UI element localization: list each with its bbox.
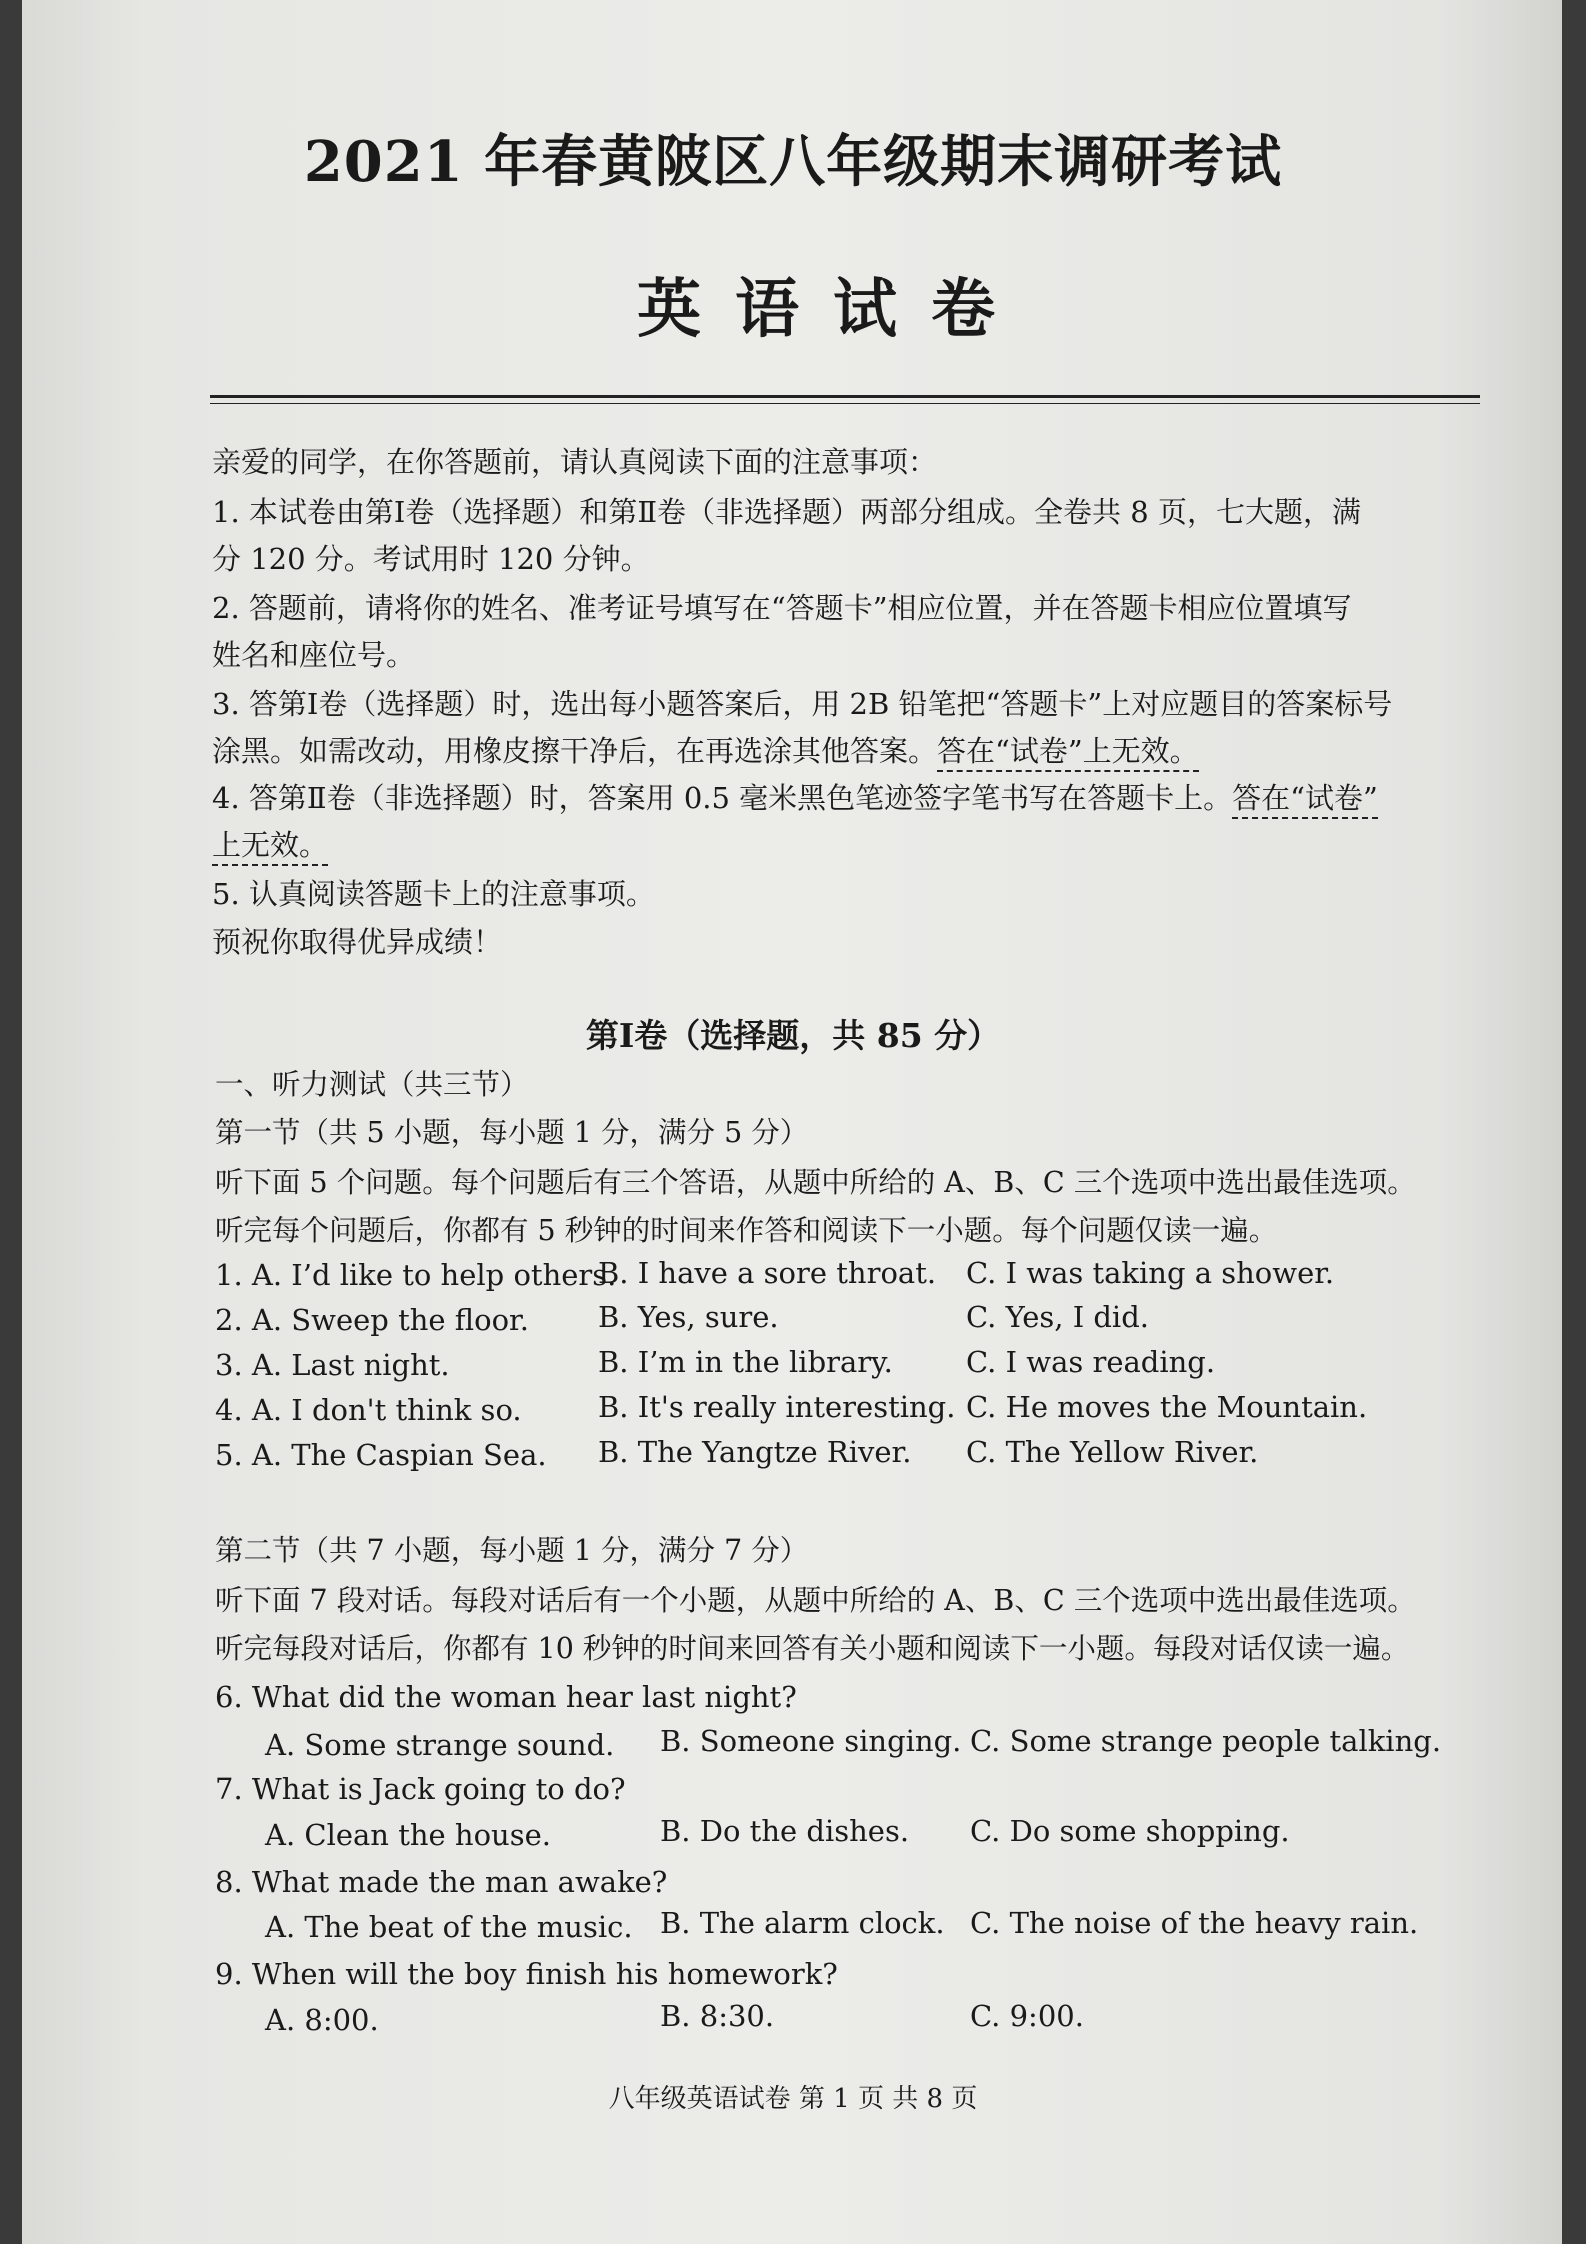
question-9-option-a: A. 8:00. [265, 2003, 379, 2037]
question-9-option-c: C. 9:00. [970, 1999, 1084, 2033]
question-1-option-b: B. I have a sore throat. [598, 1256, 937, 1290]
question-7-option-c: C. Do some shopping. [970, 1814, 1290, 1848]
question-8-option-c: C. The noise of the heavy rain. [970, 1906, 1419, 1940]
question-4-option-b: B. It's really interesting. [598, 1390, 956, 1424]
question-7-option-a: A. Clean the house. [265, 1818, 551, 1852]
notice-item-3-line-2 [212, 729, 1512, 770]
part-1-title: 第Ⅰ卷（选择题，共 85 分） [585, 1016, 1001, 1055]
question-5-option-a: 5. A. The Caspian Sea. [215, 1438, 547, 1472]
exam-subtitle: 英语试卷 [637, 272, 1029, 347]
section-2-instruction-2: 听完每段对话后，你都有 10 秒钟的时间来回答有关小题和阅读下一小题。每段对话仅读一遍。 [215, 1632, 1410, 1665]
notice-item-3-text: 涂黑。如需改动，用橡皮擦干净后，在再选涂其他答案。 [212, 734, 938, 768]
notice-item-1-line-2: 分 120 分。考试用时 120 分钟。 [212, 542, 650, 576]
notice-intro: 亲爱的同学，在你答题前，请认真阅读下面的注意事项： [212, 445, 938, 479]
question-7-text: 7. What is Jack going to do? [215, 1772, 626, 1806]
question-6-option-a: A. Some strange sound. [265, 1728, 615, 1762]
section-1-instruction-2: 听完每个问题后，你都有 5 秒钟的时间来作答和阅读下一小题。每个问题仅读一遍。 [215, 1214, 1278, 1247]
question-8-option-b: B. The alarm clock. [660, 1906, 945, 1940]
header-divider-thin [210, 403, 1480, 404]
question-2-option-c: C. Yes, I did. [966, 1300, 1149, 1334]
section-1-heading: 第一节（共 5 小题，每小题 1 分，满分 5 分） [215, 1116, 809, 1149]
section-1-instruction-1: 听下面 5 个问题。每个问题后有三个答语，从题中所给的 A、B、C 三个选项中选出最佳选项。 [215, 1166, 1416, 1199]
question-1-option-a: 1. A. I’d like to help others. [215, 1258, 617, 1292]
section-2-instruction-1: 听下面 7 段对话。每段对话后有一个小题，从题中所给的 A、B、C 三个选项中选出最佳选项。 [215, 1584, 1416, 1617]
question-3-option-a: 3. A. Last night. [215, 1348, 450, 1382]
question-7-option-b: B. Do the dishes. [660, 1814, 910, 1848]
notice-item-4-emphasis: 答在“试卷” [1232, 781, 1378, 819]
question-6-option-b: B. Someone singing. [660, 1724, 962, 1758]
notice-item-3-emphasis: 答在“试卷”上无效。 [937, 734, 1199, 772]
question-6-text: 6. What did the woman hear last night? [215, 1680, 797, 1714]
notice-item-4-text: 4. 答第Ⅱ卷（非选择题）时，答案用 0.5 毫米黑色笔迹签字笔书写在答题卡上。 [212, 781, 1233, 815]
section-2-heading: 第二节（共 7 小题，每小题 1 分，满分 7 分） [215, 1534, 809, 1567]
question-3-option-b: B. I’m in the library. [598, 1345, 893, 1379]
notice-item-1-line-1: 1. 本试卷由第Ⅰ卷（选择题）和第Ⅱ卷（非选择题）两部分组成。全卷共 8 页，七大题，满 [212, 495, 1361, 529]
question-9-text: 9. When will the boy finish his homework? [215, 1957, 838, 1991]
question-4-option-c: C. He moves the Mountain. [966, 1390, 1368, 1424]
question-6-option-c: C. Some strange people talking. [970, 1724, 1442, 1758]
question-9-option-b: B. 8:30. [660, 1999, 775, 2033]
question-2-option-b: B. Yes, sure. [598, 1300, 779, 1334]
notice-item-3-line-1: 3. 答第Ⅰ卷（选择题）时，选出每小题答案后，用 2B 铅笔把“答题卡”上对应题目的答案标号 [212, 687, 1393, 721]
notice-item-2-line-1: 2. 答题前，请将你的姓名、准考证号填写在“答题卡”相应位置，并在答题卡相应位置填写 [212, 591, 1352, 625]
notice-item-5: 5. 认真阅读答题卡上的注意事项。 [212, 877, 655, 911]
question-2-option-a: 2. A. Sweep the floor. [215, 1303, 529, 1337]
notice-item-4-line-1 [212, 776, 1512, 817]
exam-title: 2021 年春黄陂区八年级期末调研考试 [303, 129, 1283, 195]
question-8-option-a: A. The beat of the music. [265, 1910, 633, 1944]
question-3-option-c: C. I was reading. [966, 1345, 1216, 1379]
notice-item-2-line-2: 姓名和座位号。 [212, 638, 416, 672]
notice-wish: 预祝你取得优异成绩！ [212, 925, 503, 959]
question-4-option-a: 4. A. I don't think so. [215, 1393, 522, 1427]
page-footer: 八年级英语试卷 第 1 页 共 8 页 [608, 2084, 978, 2114]
header-divider [210, 395, 1480, 398]
question-1-option-c: C. I was taking a shower. [966, 1256, 1335, 1290]
question-8-text: 8. What made the man awake? [215, 1865, 668, 1899]
notice-item-4-emphasis-end: 上无效。 [212, 828, 328, 866]
notice-item-4-line-2 [212, 823, 1512, 864]
question-5-option-b: B. The Yangtze River. [598, 1435, 912, 1469]
listening-section-heading: 一、听力测试（共三节） [215, 1068, 529, 1101]
question-5-option-c: C. The Yellow River. [966, 1435, 1259, 1469]
